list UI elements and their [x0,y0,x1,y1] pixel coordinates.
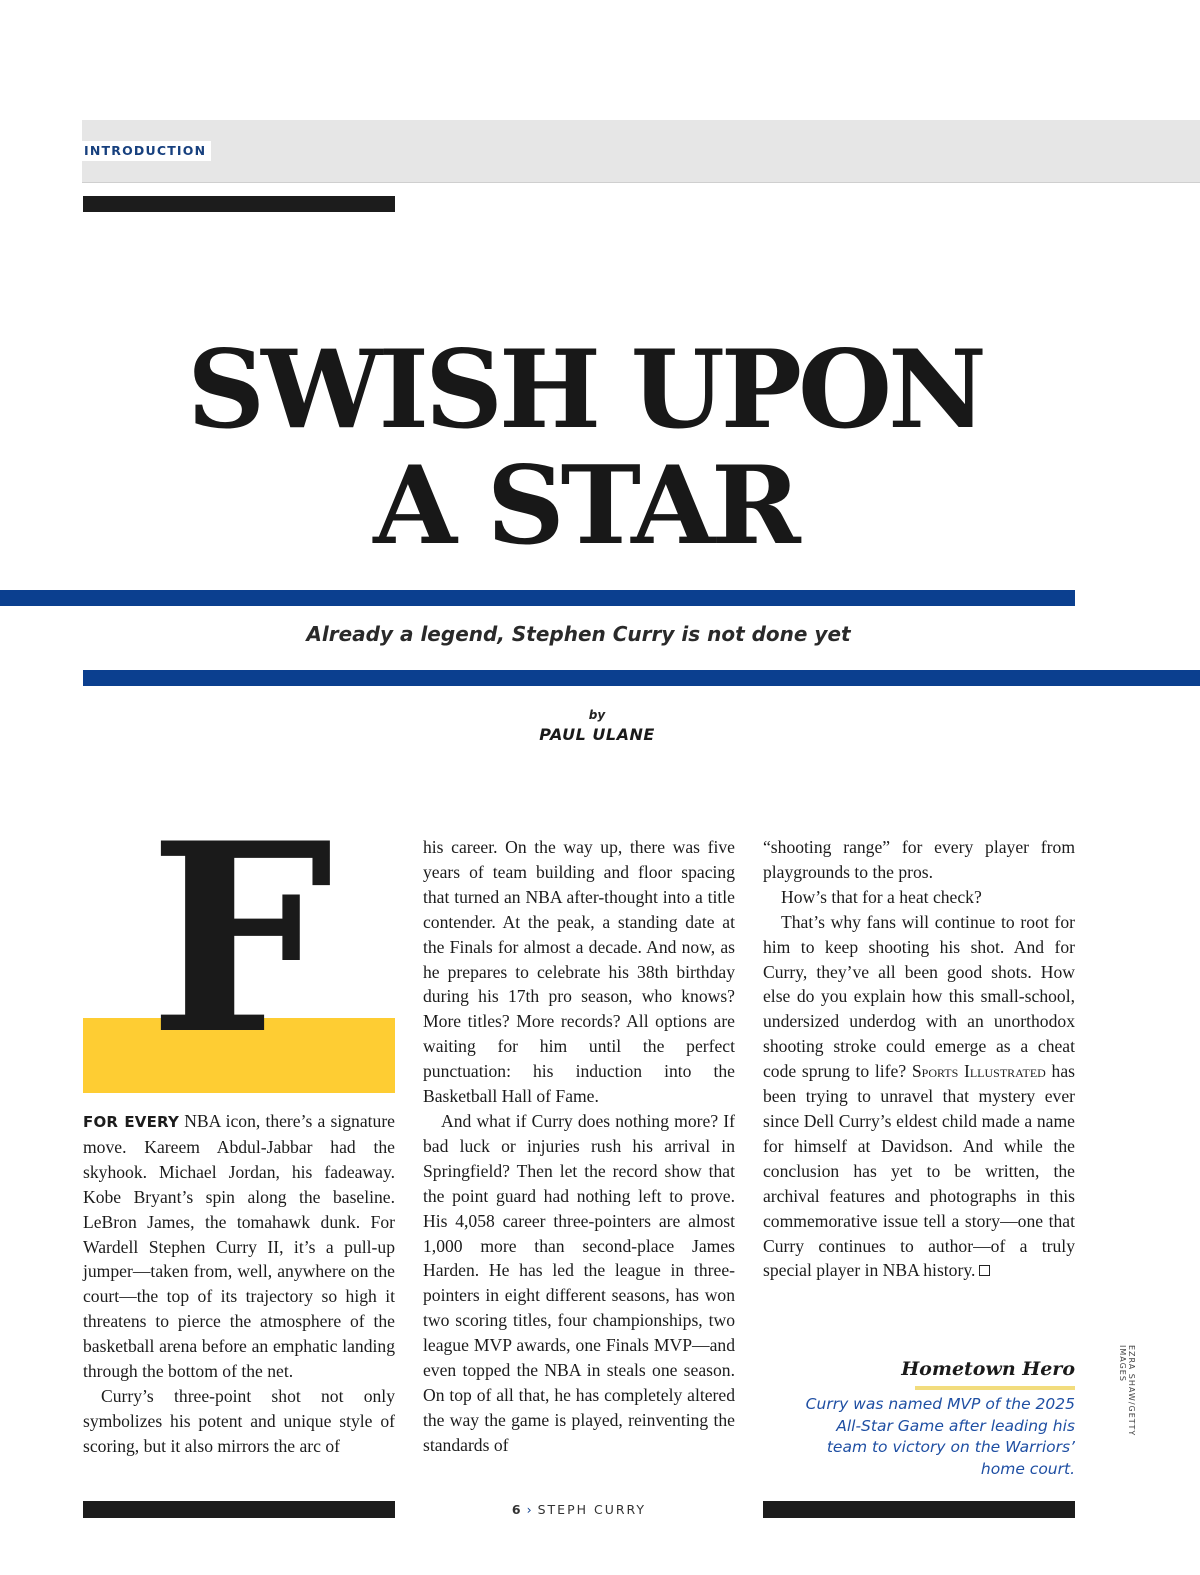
body-paragraph: Curry’s three-point shot not only symbolizes his potent and unique style of scoring, but it also mirrors the arc of [83,1385,395,1456]
section-label: INTRODUCTION [79,141,211,161]
end-mark-icon [979,1265,990,1276]
paragraph-text: NBA icon, there’s a signature move. Kareem Abdul-Jabbar had the skyhook. Michael Jordan, his fadeaway. Kobe Bryant’s spin along the baseline. LeBron James, the tomahawk dunk. For Wardell Stephen Curry II, it’s a pull-up jumper—taken from, well, anywhere on the court—the top of its trajectory so high it threatens to pierce the atmosphere of the basketball arena before an emphatic landing through the bottom of the net. [83,1111,395,1382]
body-paragraph: How’s that for a heat check? [781,886,982,907]
dek-subtitle: Already a legend, Stephen Curry is not done yet [306,622,851,646]
footer-bar-right [763,1501,1075,1518]
publication-title: STEPH CURRY [537,1502,647,1517]
dek-rule [83,670,1200,686]
lead-in: FOR EVERY [83,1113,180,1131]
publication-name: Sports Illustrated [911,1061,1046,1082]
footer-bar-left [83,1501,395,1518]
caption-title: Hometown Hero [901,1358,1075,1380]
photo-credit: EZRA SHAW/GETTY IMAGES [1118,1345,1136,1437]
body-paragraph: And what if Curry does nothing more? If bad luck or injuries rush his arrival in Springfield? Then let the record show that the point guard had nothing left to prove. His 4,058 career three-pointers are almost 1,000 more than second-place James Harden. He has led the league in three-pointers in eight different seasons, has won two scoring titles, four championships, two league MVP awards, one Finals MVP—and even topped the NBA in steals one season. On top of all that, he has completely altered the way the game is played, reinventing the standards of [423,1110,735,1455]
body-paragraph [83,1109,395,1384]
paragraph-text: That’s why fans will continue to root for him to keep shooting his shot. And for Curry, they’ve all been good shots. How else do you explain how this small-school, undersized underdog with an unorthodox shooting stroke could emerge as a cheat code sprung to life? [763,911,1075,1082]
section-header-band [82,120,1200,183]
byline-author: PAUL ULANE [539,725,655,744]
folio [423,1502,735,1517]
body-paragraph: “shooting range” for every player from playgrounds to the pros. [763,837,1075,882]
page-number: 6 [511,1502,523,1517]
body-column-1 [83,1109,395,1459]
top-rule-bar [83,196,395,212]
dropcap-letter: F [148,787,334,1092]
byline-prefix: by [588,708,606,722]
body-column-2 [423,835,735,1458]
headline-rule [0,590,1075,606]
body-column-3 [763,835,1075,1283]
chevron-right-icon: › [526,1502,534,1517]
headline-line-2: A STAR [373,443,797,569]
body-paragraph [763,910,1075,1284]
headline [0,327,1170,569]
headline-line-1: SWISH UPON [187,327,983,453]
body-paragraph: his career. On the way up, there was five years of team building and floor spacing that turned an NBA after-thought into a title contender. At the peak, a standing date at the Finals for almost a decade. And now, as he prepares to celebrate his 38th birthday during his 17th pro season, who knows? More titles? More records? All options are waiting for him until the perfect punctuation: his induction into the Basketball Hall of Fame. [423,837,735,1107]
caption-underline [915,1386,1075,1390]
caption-text: Curry was named MVP of the 2025 All-Star Game after leading his team to victory on the Warriors’ home court. [805,1395,1075,1478]
paragraph-text: has been trying to unravel that mystery ever since Dell Curry’s eldest child made a name for himself at Davidson. And while the conclusion has yet to be written, the archival features and photographs in this commemorative issue tell a story—one that Curry continues to author—of a truly special player in NBA history. [763,1061,1075,1281]
